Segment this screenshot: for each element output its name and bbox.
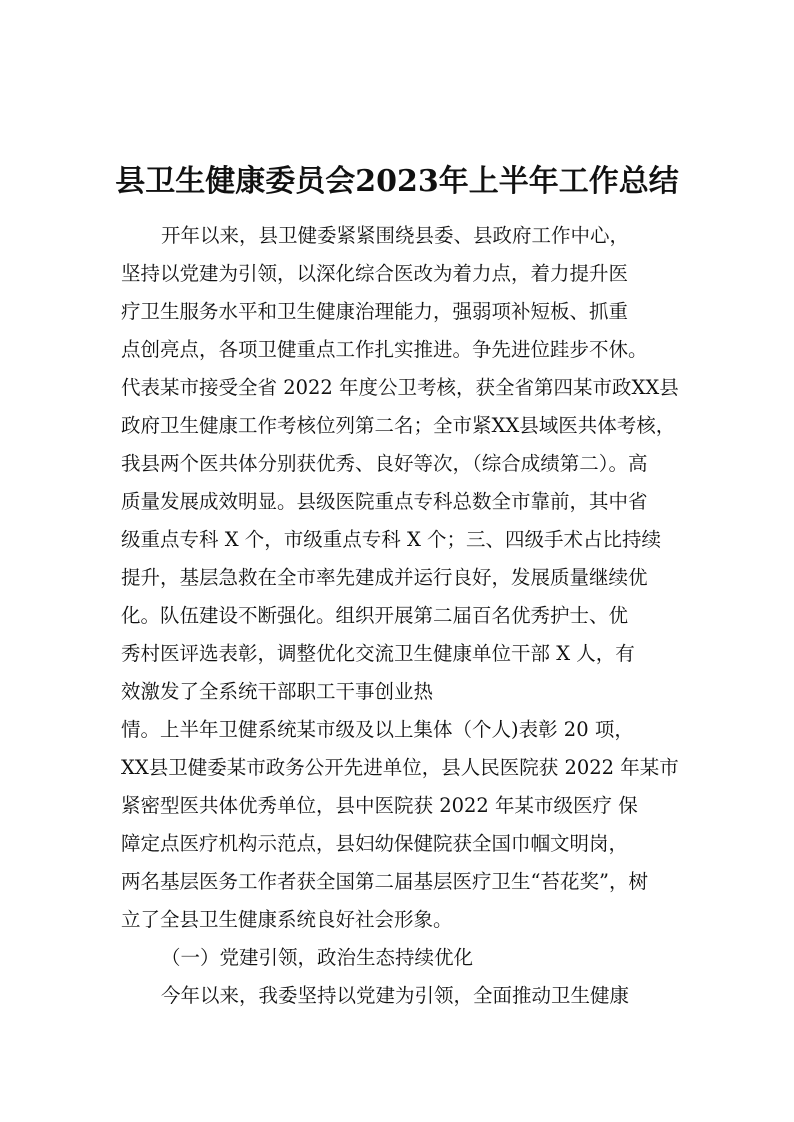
paragraph-line: 化。队伍建设不断强化。组织开展第二届百名优秀护士、优	[121, 604, 629, 627]
paragraph-line: 紧密型医共体优秀单位，县中医院获 2022 年某市级医疗 保	[121, 794, 638, 817]
paragraph-line: 今年以来，我委坚持以党建为引领，全面推动卫生健康	[161, 984, 630, 1007]
paragraph-line: 开年以来，县卫健委紧紧围绕县委、县政府工作中心，	[161, 224, 630, 247]
document-title: 县卫生健康委员会2023年上半年工作总结	[115, 164, 679, 200]
paragraph-line: 点创亮点，各项卫健重点工作扎实推进。争先进位跬步不休。	[121, 338, 648, 361]
paragraph-line: 级重点专科 X 个，市级重点专科 X 个；三、四级手术占比持续	[121, 528, 662, 551]
paragraph-line: 两名基层医务工作者获全国第二届基层医疗卫生“苔花奖”，树	[121, 870, 648, 893]
paragraph-line: 政府卫生健康工作考核位列第二名；全市紧XX县域医共体考核，	[121, 414, 676, 437]
paragraph-line: 坚持以党建为引领，以深化综合医改为着力点，着力提升医	[121, 262, 629, 285]
paragraph-line: 秀村医评选表彰，调整优化交流卫生健康单位干部 X 人，有	[121, 642, 635, 665]
paragraph-line: 质量发展成效明显。县级医院重点专科总数全市靠前，其中省	[121, 490, 648, 513]
paragraph-line: 障定点医疗机构示范点，县妇幼保健院获全国巾帼文明岗，	[121, 832, 629, 855]
paragraph-line: 我县两个医共体分别获优秀、良好等次，（综合成绩第二）。高	[121, 452, 648, 475]
paragraph-line: 提升，基层急救在全市率先建成并运行良好，发展质量继续优	[121, 566, 648, 589]
section-heading: （一）党建引领，政治生态持续优化	[161, 946, 474, 969]
paragraph-line: 疗卫生服务水平和卫生健康治理能力，强弱项补短板、抓重	[121, 300, 629, 323]
paragraph-line: 立了全县卫生健康系统良好社会形象。	[121, 908, 453, 931]
paragraph-line: 情。上半年卫健系统某市级及以上集体（个人)表彰 20 项，	[121, 718, 634, 741]
paragraph-line: XX县卫健委某市政务公开先进单位，县人民医院获 2022 年某市	[121, 756, 679, 779]
paragraph-line: 效激发了全系统干部职工干事创业热	[121, 680, 434, 703]
paragraph-line: 代表某市接受全省 2022 年度公卫考核，获全省第四某市政XX县	[121, 376, 679, 399]
